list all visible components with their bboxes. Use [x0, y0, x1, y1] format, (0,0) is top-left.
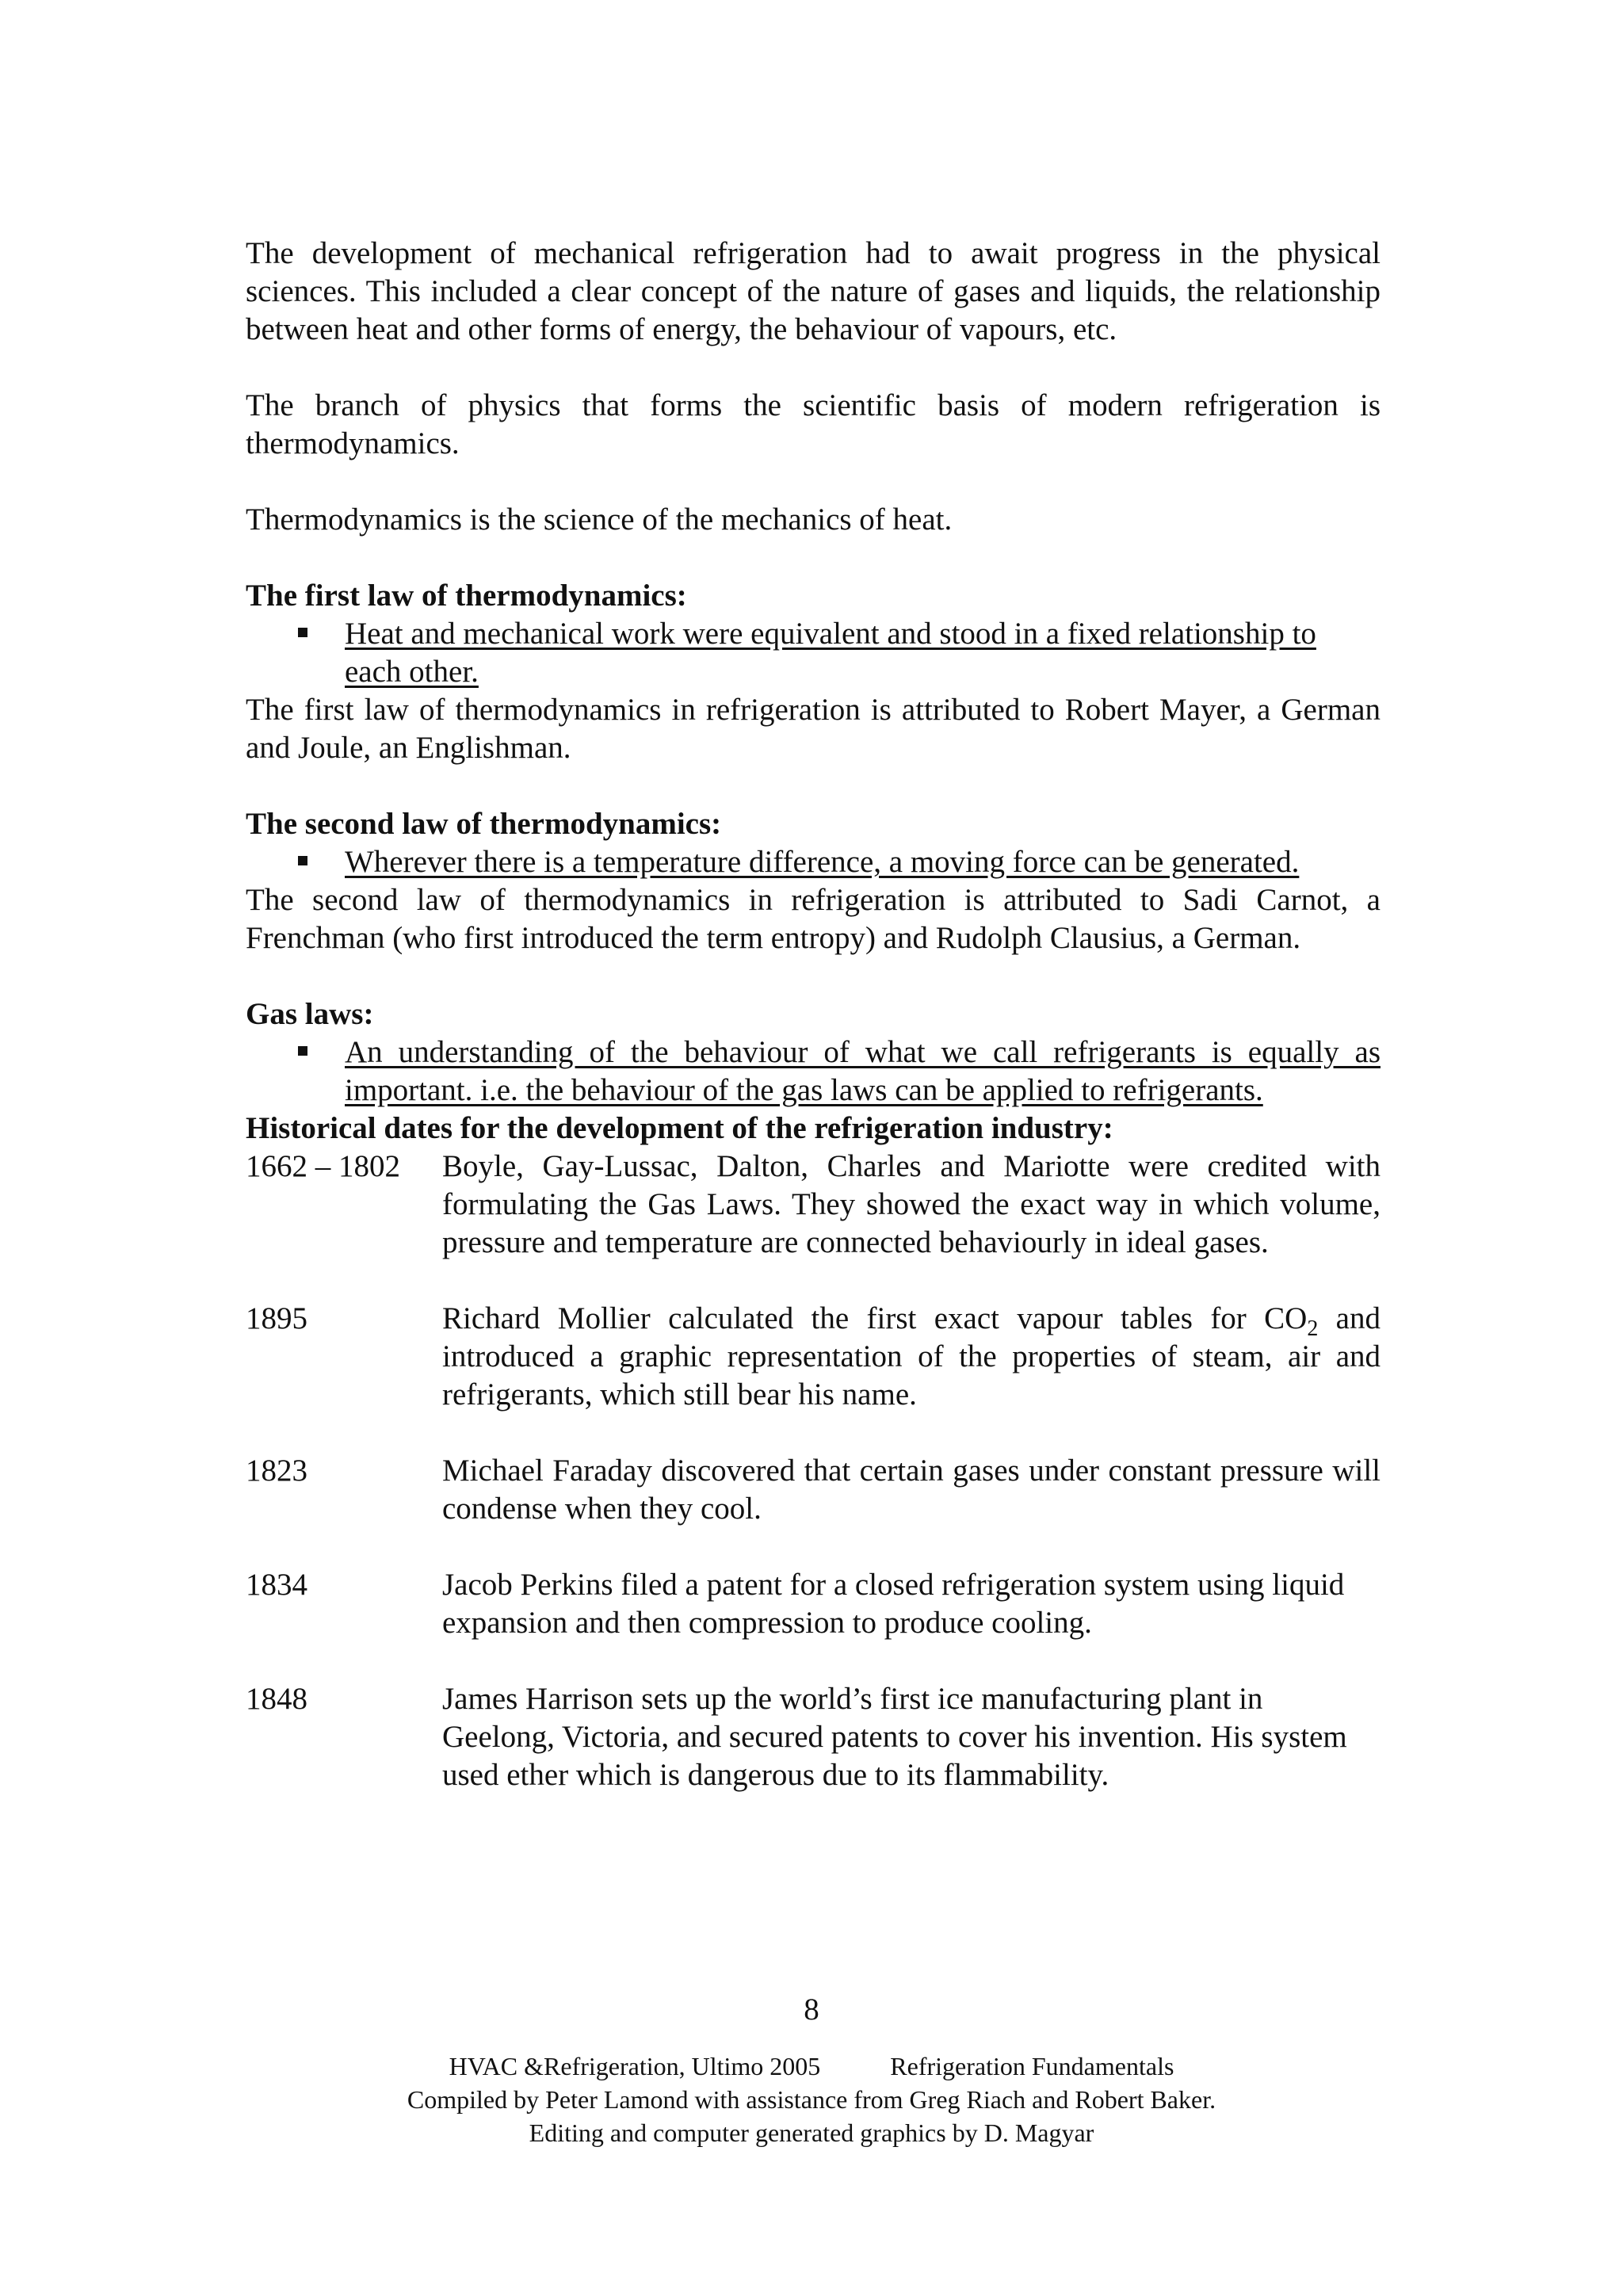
timeline-entry	[246, 1300, 1381, 1414]
timeline-text: James Harrison sets up the world’s first ice manufacturing plant in Geelong, Victoria, and secured patents to cover his invention. His system used ether which is dangerous due to its flammability.	[442, 1682, 1347, 1792]
timeline-text: Michael Faraday discovered that certain gases under constant pressure will condense when they cool.	[442, 1454, 1381, 1526]
page-number: 8	[804, 1992, 819, 2027]
second-law-statement: Wherever there is a temperature difference, a moving force can be generated.	[345, 845, 1300, 879]
timeline-year: 1895	[246, 1301, 307, 1335]
second-law-attribution: The second law of thermodynamics in refrigeration is attributed to Sadi Carnot, a Frenchman (who first introduced the term entropy) and Rudolph Clausius, a German.	[246, 883, 1381, 955]
timeline-text-part: Richard Mollier calculated the first exact vapour tables for CO	[442, 1301, 1308, 1335]
timeline-text	[442, 1300, 1381, 1414]
second-law-bullets	[246, 843, 1381, 881]
subscript: 2	[1307, 1316, 1319, 1341]
timeline-entry	[246, 1452, 1381, 1528]
footer-line-2: Compiled by Peter Lamond with assistance from Greg Riach and Robert Baker.	[407, 2085, 1216, 2114]
timeline-year: 1848	[246, 1682, 307, 1716]
square-bullet-icon	[298, 1046, 307, 1056]
first-law-attribution: The first law of thermodynamics in refrigeration is attributed to Robert Mayer, a German and Joule, an Englishman.	[246, 693, 1381, 765]
history-timeline	[246, 1148, 1381, 1794]
second-law-heading: The second law of thermodynamics:	[246, 807, 722, 841]
timeline-year: 1823	[246, 1454, 307, 1488]
timeline-text-part: and introduced a graphic representation of the properties of steam, air and refrigerants, which still bear his name.	[442, 1301, 1381, 1412]
footer-line-3: Editing and computer generated graphics by D. Magyar	[529, 2118, 1094, 2147]
gas-laws-statement: An understanding of the behaviour of what we call refrigerants is equally as important. i.e. the behaviour of the gas laws can be applied to refrigerants.	[345, 1035, 1381, 1107]
timeline-year: 1834	[246, 1568, 307, 1602]
timeline-entry	[246, 1680, 1381, 1794]
footer-line-1	[0, 2050, 1623, 2083]
intro-paragraph-3: Thermodynamics is the science of the mechanics of heat.	[246, 502, 953, 537]
timeline-entry	[246, 1148, 1381, 1262]
list-item	[246, 843, 1381, 881]
timeline-text: Jacob Perkins filed a patent for a closed refrigeration system using liquid expansion and then compression to produce cooling.	[442, 1568, 1345, 1640]
list-item	[246, 1033, 1381, 1110]
timeline-text: Boyle, Gay-Lussac, Dalton, Charles and Mariotte were credited with formulating the Gas Laws. They showed the exact way in which volume, pressure and temperature are connected behaviourly in ideal gases.	[442, 1149, 1381, 1259]
page-content	[246, 235, 1381, 1794]
timeline-entry	[246, 1566, 1381, 1642]
first-law-statement: Heat and mechanical work were equivalent and stood in a fixed relationship to each other.	[345, 617, 1316, 689]
footer-course: HVAC &Refrigeration, Ultimo 2005	[449, 2052, 821, 2080]
gas-laws-bullets	[246, 1033, 1381, 1110]
footer-subject: Refrigeration Fundamentals	[890, 2052, 1174, 2080]
history-heading: Historical dates for the development of the refrigeration industry:	[246, 1111, 1113, 1145]
intro-paragraph-2: The branch of physics that forms the scientific basis of modern refrigeration is thermodynamics.	[246, 388, 1381, 460]
list-item	[246, 615, 1381, 691]
square-bullet-icon	[298, 628, 307, 637]
first-law-heading: The first law of thermodynamics:	[246, 579, 687, 613]
timeline-year: 1662 – 1802	[246, 1149, 400, 1183]
gas-laws-heading: Gas laws:	[246, 997, 374, 1031]
intro-paragraph-1: The development of mechanical refrigeration had to await progress in the physical sciences. This included a clear concept of the nature of gases and liquids, the relationship between heat and other forms of energy, the behaviour of vapours, etc.	[246, 236, 1381, 346]
first-law-bullets	[246, 615, 1381, 691]
square-bullet-icon	[298, 856, 307, 865]
